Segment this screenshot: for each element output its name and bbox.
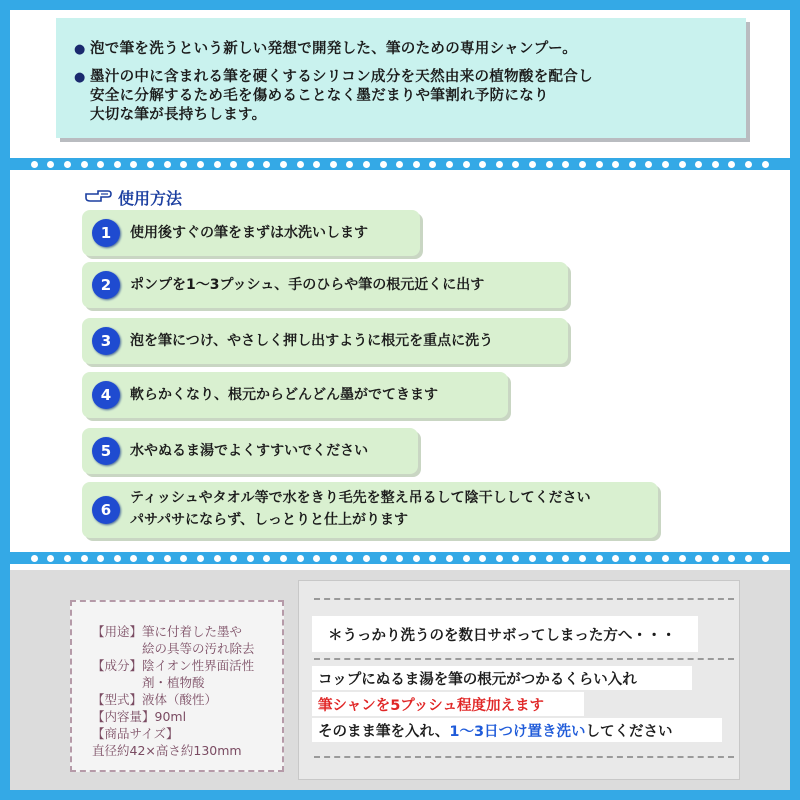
step-number-badge: 6 (92, 496, 120, 524)
dashed-divider (314, 658, 734, 660)
dashed-divider (314, 756, 734, 758)
bullet-dot-icon: ● (74, 42, 86, 57)
step-5 (82, 428, 418, 474)
step-number-badge: 2 (92, 271, 120, 299)
spec-line: 剤・植物酸 (92, 675, 205, 690)
dotted-divider-top (10, 158, 790, 170)
usage-title: 使用方法 (118, 189, 183, 208)
bullet-dot-icon: ● (74, 70, 86, 85)
spec-line: 【商品サイズ】 (92, 726, 179, 741)
tip-text-part: そのまま筆を入れ、 (318, 724, 450, 740)
spec-line: 【内容量】90ml (92, 709, 187, 724)
step-text: 使用後すぐの筆をまずは水洗いします (130, 225, 368, 241)
step-6 (82, 482, 658, 538)
tip-line-1 (312, 666, 692, 690)
tip-text (318, 720, 673, 741)
step-text: 水やぬるま湯でよくすすいでください (130, 443, 369, 459)
step-number-badge: 3 (92, 327, 120, 355)
step-text: 軟らかくなり、根元からどんどん墨がでてきます (130, 387, 438, 403)
pointing-hand-icon (84, 186, 112, 204)
tip-heading: ＊うっかり洗うのを数日サボってしまった方へ・・・ (328, 628, 676, 644)
spec-line: 【成分】陰イオン性界面活性 (92, 658, 255, 673)
intro-bullet-2: ● 墨汁の中に含まれる筆を硬くするシリコン成分を天然由来の植物酸を配合し 安全に分解するため毛を傷めることなく墨だまりや筆割れ予防になり 大切な筆が長持ちします。 (74, 69, 593, 123)
step-text: ポンプを1～3プッシュ、手のひらや筆の根元近くに出す (130, 277, 485, 293)
step-2 (82, 262, 568, 308)
step-text: パサパサにならず、しっとりと仕上がります (130, 512, 409, 528)
spec-line: 絵の具等の汚れ除去 (92, 641, 255, 656)
tip-text: コップにぬるま湯を筆の根元がつかるくらい入れ (318, 672, 637, 688)
step-number-badge: 4 (92, 381, 120, 409)
spec-line: 【型式】液体（酸性） (92, 692, 218, 707)
spec-box (70, 600, 284, 772)
step-3 (82, 318, 568, 364)
intro-bullet-1: ● 泡で筆を洗うという新しい発想で開発した、筆のための専用シャンプー。 (74, 41, 578, 57)
step-text: ティッシュやタオル等で水をきり毛先を整え吊るして陰干ししてください (130, 490, 591, 506)
step-number-badge: 5 (92, 437, 120, 465)
spec-line: 【用途】筆に付着した墨や (92, 624, 243, 639)
tip-line-2 (312, 692, 584, 716)
tip-text-highlight-red: 筆シャンを5プッシュ程度加えます (318, 698, 544, 714)
tip-heading-box (312, 616, 698, 652)
dotted-divider-bottom (10, 552, 790, 564)
tip-text-highlight-blue: 1～3日つけ置き洗い (449, 724, 586, 740)
tip-text-part: してください (585, 724, 673, 740)
tip-line-3 (312, 718, 722, 742)
step-1 (82, 210, 420, 256)
dashed-divider (314, 598, 734, 600)
step-number-badge: 1 (92, 219, 120, 247)
step-text: 泡を筆につけ、やさしく押し出すように根元を重点に洗う (130, 333, 494, 349)
spec-line: 直径約42×高さ約130mm (92, 743, 242, 758)
step-4 (82, 372, 508, 418)
